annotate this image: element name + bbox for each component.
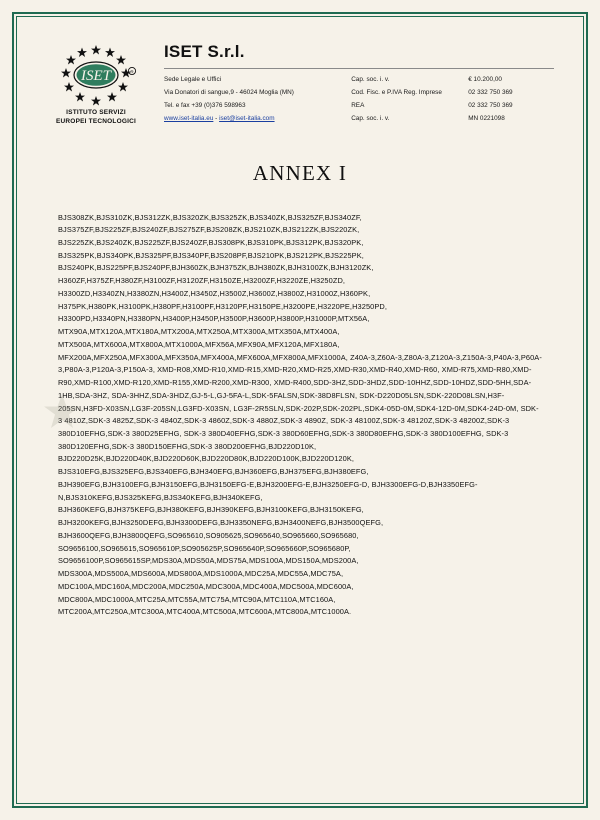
- svg-text:ISET: ISET: [81, 68, 111, 84]
- info-value-0: € 10.200,00: [468, 76, 502, 84]
- company-name: ISET S.r.l.: [164, 42, 245, 61]
- info-value-3: MN 0221098: [468, 114, 505, 122]
- table-row: [164, 74, 554, 87]
- page-title: ANNEX I: [252, 160, 348, 185]
- info-left-0: Sede Legale e Uffici: [164, 76, 222, 84]
- info-left-1: Via Donatori di sangue,9 - 46024 Moglia (MN): [164, 89, 294, 97]
- iset-globe-logo-icon: [52, 44, 140, 106]
- header-divider: [164, 68, 554, 69]
- info-label-0: Cap. soc. i. v.: [351, 76, 390, 84]
- info-label-1: Cod. Fisc. e P.IVA Reg. Imprese: [351, 89, 442, 97]
- website-link[interactable]: www.iset-italia.eu: [164, 114, 214, 122]
- info-left-2: Tel. e fax +39 (0)376 598963: [164, 101, 246, 109]
- svg-text:R: R: [130, 69, 134, 75]
- page-content: [24, 24, 576, 796]
- product-codes-text: BJS308ZK,BJS310ZK,BJS312ZK,BJS320ZK,BJS325ZK,BJS340ZK,BJS325ZF,BJS340ZF, BJS375ZF,BJS225ZF,BJS240ZF,BJS275ZF,BJS208ZK,BJS210ZK,BJS212ZK,BJS220ZK, BJS225ZK,BJS240ZK,BJS225ZF,BJS240ZF,BJS308PK,BJS310PK,BJS312PK,BJS320PK, BJS325PK,BJS340PK,BJS325PF,BJS340PF,BJS208PF,BJS210PK,BJS212PK,BJS225PK, BJS240PK,BJS225PF,BJS240PF,BJH360ZK,BJH375ZK,BJH380ZK,BJH3100ZK,BJH3120ZK, H360ZF,H375ZF,H380ZF,H3100ZF,H3120ZF,H3150ZE,H3200ZF,H3220ZE,H3250ZD, H3300ZD,H3340ZN,H3380ZN,H3400Z,H3450Z,H3500Z,H3600Z,H3800Z,H31000Z,H360PK, H375PK,H380PK,H3100PK,H380PF,H3100PF,H3120PF,H3150PE,H3200PE,H3220PE,H3250PD, H3300PD,H3340PN,H3380PN,H3400P,H3450P,H3500P,H3600P,H3800P,H31000P,MTX56A, MTX90A,MTX120A,MTX180A,MTX200A,MTX250A,MTX300A,MTX350A,MTX400A, MTX500A,MTX600A,MTX800A,MTX1000A,MFX56A,MFX90A,MFX120A,MFX180A, MFX200A,MFX250A,MFX300A,MFX350A,MFX400A,MFX600A,MFX800A,MFX1000A, Z40A-3,Z60A-3,Z80A-3,Z120A-3,Z150A-3,P40A-3,P60A-3,P80A-3,P120A-3,P150A-3, XMD-R08,XMD-R10,XMD-R15,XMD-R20,XMD-R25,XMD-R30,XMD-R40,XMD-R60, XMD-R75,XMD-R80,XMD-R90,XMD-R100,XMD-R120,XMD-R155,XMD-R200,XMD-R300, XMD-R400,SDD-3HZ,SDD-3HDZ,SDD-10HHZ,SDD-10HDZ,SDD-5HH,SDA-1HB,SDA-3HZ, SDA-3HHZ,SDA-3HDZ,GJ-5-L,GJ-5FA-L,SDK-5FALSN,SDK-38D8FLSN, SDK-D220D05LSN,SDK-220D08LSN,H3F-205SN,H3FD-X03SN,LG3F-205SN,LG3FD-X03SN, LG3F-2R5SLN,SDK-202P,SDK-202PL,SDK4-05D-0M,SDK4-12D-0M,SDK4-24D-0M, SDK-3 4810Z,SDK-3 4825Z,SDK-3 4840Z,SDK-3 4860Z,SDK-3 4880Z,SDK-3 4890Z, SDK-3 48100Z,SDK-3 48120Z,SDK-3 48200Z,SDK-3 380D10EFHG,SDK-3 380D25EFHG, SDK-3 380D40EFHG,SDK-3 380D60EFHG,SDK-3 380D80EFHG,SDK-3 380D100EFHG, SDK-3 380D120EFHG,SDK-3 380D150EFHG,SDK-3 380D200EFHG,BJD220D10K, BJD220D25K,BJD220D40K,BJD220D60K,BJD220D80K,BJD220D100K,BJD220D120K, BJS310EFG,BJS325EFG,BJS340EFG,BJH340EFG,BJH360EFG,BJH375EFG,BJH380EFG, BJH390EFG,BJH3100EFG,BJH3150EFG,BJH3150EFG-E,BJH3200EFG-E,BJH3250EFG-D, BJH3300EFG-D,BJH3350EFG-N,BJS310KEFG,BJS325KEFG,BJS340KEFG,BJH340KEFG, BJH360KEFG,BJH375KEFG,BJH380KEFG,BJH390KEFG,BJH3100KEFG,BJH3150KEFG, BJH3200KEFG,BJH3250DEFG,BJH3300DEFG,BJH3350NEFG,BJH3400NEFG,BJH3500QEFG, BJH3600QEFG,BJH3800QEFG,SO965610,SO905625,SO965640,SO965660,SO965680, SO9656100,SO965615,SO965610P,SO905625P,SO965640P,SO965660P,SO965680P, SO9656100P,SO965615SP,MDS30A,MDS50A,MDS75A,MDS100A,MDS150A,MDS200A, MDS300A,MDS500A,MDS600A,MDS800A,MDS1000A,MDC25A,MDC55A,MDC75A, MDC100A,MDC160A,MDC200A,MDC250A,MDC300A,MDC400A,MDC500A,MDC600A, MDC800A,MDC1000A,MTC25A,MTC55A,MTC75A,MTC90A,MTC110A,MTC160A, MTC200A,MTC250A,MTC300A,MTC400A,MTC500A,MTC600A,MTC800A,MTC1000A.: [58, 212, 542, 617]
- logo-caption: [42, 109, 150, 127]
- logo-block: [42, 42, 150, 127]
- table-row: [164, 87, 554, 100]
- info-label-2: REA: [351, 101, 365, 109]
- email-link[interactable]: iset@iset-italia.com: [219, 114, 275, 122]
- company-block: [150, 42, 554, 125]
- info-left-3: [164, 112, 351, 125]
- logo-caption-line1: ISTITUTO SERVIZI: [66, 109, 126, 116]
- logo-caption-line2: EUROPEI TECNOLOGICI: [55, 117, 136, 125]
- letterhead: [24, 24, 576, 127]
- info-value-1: 02 332 750 369: [468, 89, 513, 97]
- info-separator: -: [215, 114, 220, 122]
- info-value-2: 02 332 750 369: [468, 101, 513, 109]
- info-label-3: Cap. soc. i. v.: [351, 114, 390, 122]
- table-row: [164, 100, 554, 113]
- company-info-table: [164, 74, 554, 125]
- product-code-list: [24, 212, 576, 620]
- table-row: [164, 112, 554, 125]
